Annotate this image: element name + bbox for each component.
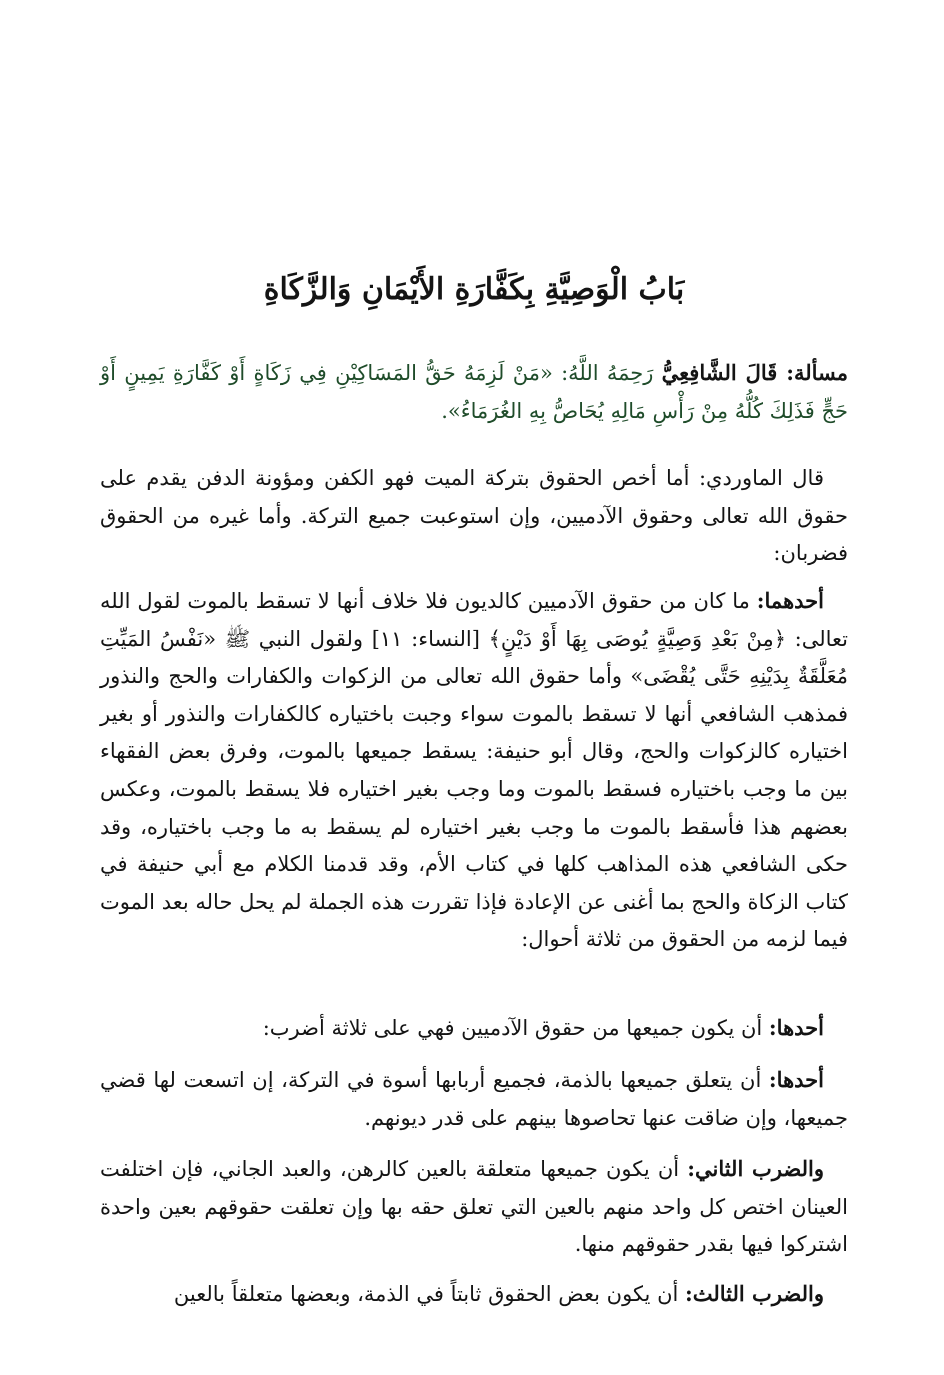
paragraph-5-lead: أحدها: <box>768 1067 824 1092</box>
document-page <box>100 0 848 1375</box>
paragraph-4 <box>100 1009 848 1048</box>
paragraph-6-lead: والضرب الثاني: <box>687 1156 824 1181</box>
paragraph-4-lead: أحدها: <box>768 1015 824 1040</box>
paragraph-1-lead: مسألة: قَالَ الشَّافِعِيُّ <box>661 360 848 385</box>
paragraph-3-text: ما كان من حقوق الآدميين كالديون فلا خلاف أنها لا تسقط بالموت لقول الله تعالى: ﴿مِنْ بَعْدِ وَصِيَّةٍ يُوصَى بِهَا أَوْ دَيْنٍ﴾ [النساء: ١١] ولقول النبي ﷺ «نَفْسُ المَيِّتِ مُعَلَّقَةٌ بِدَيْنِهِ حَتَّى يُقْضَى» وأما حقوق الله تعالى من الزكوات والكفارات والحج والنذور فمذهب الشافعي أنها لا تسقط بالموت سواء وجبت باختياره كالكفارات والنذور أو بغير اختياره كالزكوات والحج، وقال أبو حنيفة: يسقط جميعها بالموت، وفرق بعض الفقهاء بين ما وجب باختياره فسقط بالموت وما وجب بغير اختياره فلا يسقط بالموت، وعكس بعضهم هذا فأسقط بالموت ما وجب بغير اختياره لم يسقط به ما وجب باختياره، وقد حكى الشافعي هذه المذاهب كلها في كتاب الأم، وقد قدمنا الكلام مع أبي حنيفة في كتاب الزكاة والحج بما أغنى عن الإعادة فإذا تقررت هذه الجملة لم يحل حاله بعد الموت فيما لزمه من الحقوق من ثلاثة أحوال: <box>100 589 849 952</box>
paragraph-7-lead: والضرب الثالث: <box>685 1281 824 1306</box>
paragraph-1-text: رَحِمَهُ اللَّهُ: «مَنْ لَزِمَهُ حَقُّ المَسَاكِيْنِ فِي زَكَاةٍ أَوْ كَفَّارَةِ يَمِينٍ أَوْ حَجٍّ فَذَلِكَ كُلُّهُ مِنْ رَأْسِ مَالِهِ يُحَاصُّ بِهِ الغُرَمَاءُ». <box>100 361 848 423</box>
paragraph-7 <box>100 1275 848 1314</box>
paragraph-6 <box>100 1150 848 1264</box>
chapter-title: بَابُ الْوَصِيَّةِ بِكَفَّارَةِ الأَيْمَانِ وَالزَّكَاةِ <box>263 272 685 308</box>
paragraph-4-text: أن يكون جميعها من حقوق الآدميين فهي على ثلاثة أضرب: <box>262 1016 769 1040</box>
paragraph-3 <box>100 582 848 959</box>
paragraph-7-text: أن يكون بعض الحقوق ثابتاً في الذمة، وبعضها متعلقاً بالعين <box>173 1282 685 1306</box>
paragraph-5-text: أن يتعلق جميعها بالذمة، فجميع أربابها أسوة في التركة، إن اتسعت لها قضي جميعها، وإن ضاقت عنها تحاصوها بينهم على قدر ديونهم. <box>100 1068 848 1130</box>
paragraph-2-text: قال الماوردي: أما أخص الحقوق بتركة الميت فهو الكفن ومؤونة الدفن يقدم على حقوق الله تعالى وحقوق الآدميين، وإن استوعبت جميع التركة. وأما غيره من الحقوق فضربان: <box>100 466 848 566</box>
paragraph-6-text: أن يكون جميعها متعلقة بالعين كالرهن، والعبد الجاني، فإن اختلفت العينان اختص كل واحد منهم بالعين التي تعلق حقه بها وإن تعلقت حقوقهم بعين واحدة اشتركوا فيها بقدر حقوقهم منها. <box>100 1157 848 1257</box>
paragraph-1 <box>100 354 848 430</box>
paragraph-2 <box>100 459 848 573</box>
paragraph-3-lead: أحدهما: <box>756 588 824 613</box>
paragraph-5 <box>100 1061 848 1137</box>
